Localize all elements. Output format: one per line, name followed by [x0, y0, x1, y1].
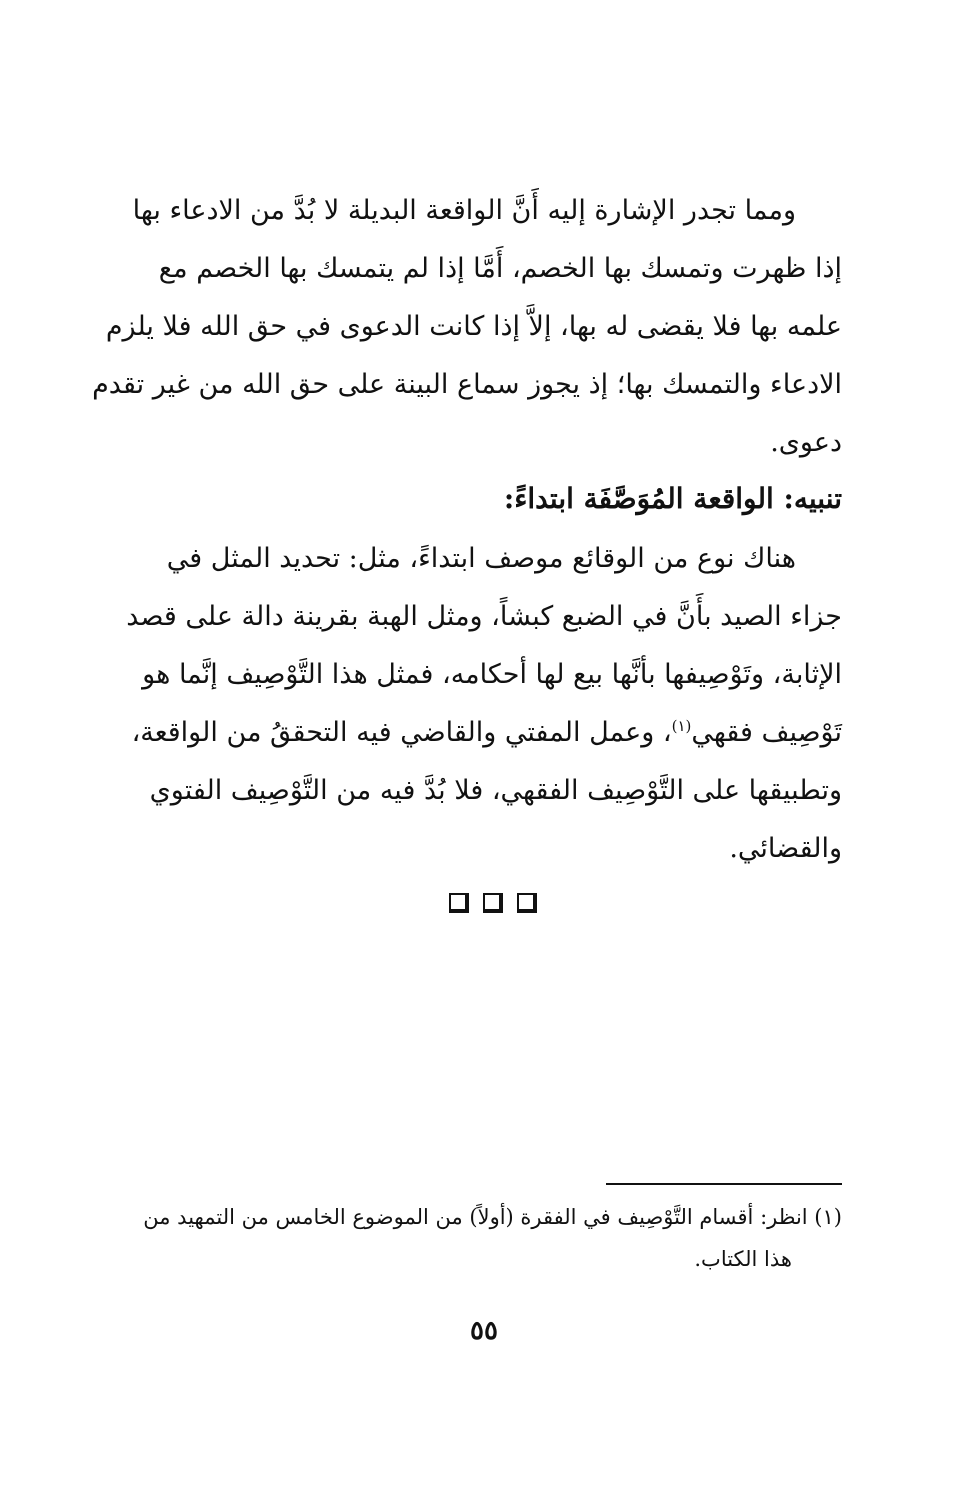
- paragraph-line: هناك نوع من الوقائع موصف ابتداءً، مثل: تحديد المثل في: [166, 543, 796, 574]
- footnote-line: هذا الكتاب.: [694, 1247, 792, 1271]
- paragraph-2: [126, 530, 842, 878]
- paragraph-line: إذا ظهرت وتمسك بها الخصم، أَمَّا إذا لم يتمسك بها الخصم مع: [158, 253, 842, 284]
- paragraph-line-part: تَوْصِيف فقهي: [691, 717, 842, 748]
- footnote-reference: (١): [671, 717, 692, 735]
- section-separator: [438, 893, 548, 919]
- paragraph-line: جزاء الصيد بأَنَّ في الضبع كبشاً، ومثل الهبة بقرينة دالة على قصد: [126, 601, 842, 632]
- paragraph-line-part: ، وعمل المفتي والقاضي فيه التحققُ من الواقعة،: [131, 717, 672, 748]
- paragraph-line: دعوى.: [770, 427, 842, 458]
- footnote-line: (١) انظر: أقسام التَّوْصِيف في الفقرة (أولاً) من الموضوع الخامس من التمهيد من: [143, 1205, 842, 1229]
- paragraph-line: وتطبيقها على التَّوْصِيف الفقهي، فلا بُدَّ فيه من التَّوْصِيف الفتوي: [149, 775, 842, 806]
- paragraph-line: الإثابة، وتَوْصِيفها بأنَّها بيع لها أحكامه، فمثل هذا التَّوْصِيف إنَّما هو: [142, 659, 842, 690]
- paragraph-line-with-footnote: [131, 704, 842, 762]
- paragraph-1: [92, 182, 842, 472]
- paragraph-line: الادعاء والتمسك بها؛ إذ يجوز سماع البينة على حق الله من غير تقدم: [92, 369, 842, 400]
- section-heading: تنبيه: الواقعة المُوَصَّفَة ابتداءً:: [503, 482, 842, 515]
- paragraph-line: ومما تجدر الإشارة إليه أَنَّ الواقعة البديلة لا بُدَّ من الادعاء بها: [132, 195, 796, 226]
- square-ornament-icon: [517, 893, 537, 913]
- footnote: [142, 1196, 842, 1280]
- paragraph-line: علمه بها فلا يقضى له بها، إلاَّ إذا كانت الدعوى في حق الله فلا يلزم: [105, 311, 842, 342]
- footnote-divider: [606, 1183, 842, 1185]
- square-ornament-icon: [483, 893, 503, 913]
- paragraph-line: والقضائي.: [729, 833, 842, 864]
- square-ornament-icon: [449, 893, 469, 913]
- page-number: ٥٥: [470, 1316, 498, 1346]
